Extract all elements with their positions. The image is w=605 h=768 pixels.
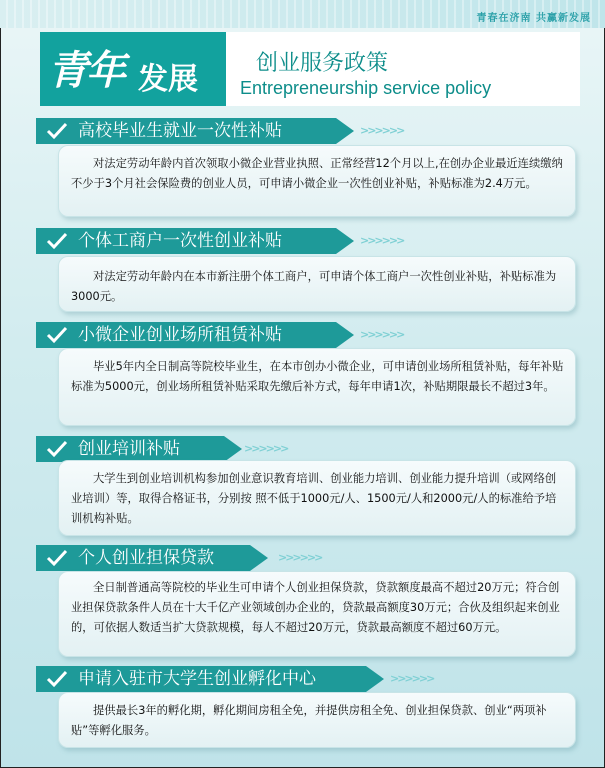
checkmark-icon bbox=[46, 325, 68, 345]
section-title-text: 个体工商户一次性创业补贴 bbox=[78, 231, 282, 251]
chevrons-decor: >>>>>> bbox=[360, 328, 404, 341]
section-body-1: 对法定劳动年龄内首次领取小微企业营业执照、正常经营12个月以上,在创办企业最近连续缴纳不少于3个月社会保险费的创业人员，可申请小微企业一次性创业补贴，补贴标准为2.4万元。 bbox=[58, 145, 576, 217]
checkmark-icon bbox=[46, 121, 68, 141]
section-title-text: 创业培训补贴 bbox=[78, 439, 180, 459]
section-body-3: 毕业5年内全日制高等院校毕业生，在本市创办小微企业，可申请创业场所租赁补贴，每年补贴标准为5000元，创业场所租赁补贴采取先缴后补方式，每年申请1次，补贴期限最长不超过3年。 bbox=[58, 348, 576, 426]
header-subtitle-cn: 创业服务政策 bbox=[256, 51, 389, 76]
chevrons-decor: >>>>>> bbox=[244, 442, 288, 455]
checkmark-icon bbox=[46, 548, 68, 568]
section-title-2 bbox=[36, 228, 336, 254]
chevrons-decor: >>>>>> bbox=[278, 551, 322, 564]
checkmark-icon bbox=[46, 439, 68, 459]
section-title-6 bbox=[36, 666, 366, 692]
section-title-text: 个人创业担保贷款 bbox=[78, 548, 214, 568]
section-body-5: 全日制普通高等院校的毕业生可申请个人创业担保贷款，贷款额度最高不超过20万元；符合创业担保贷款条件人员在十大千亿产业领域创办企业的，贷款最高额度30万元；合伙及组织起来创业的，可依据人数适当扩大贷款规模，每人不超过20万元，贷款最高额度不超过60万元。 bbox=[58, 571, 576, 657]
header-subtitle-en: Entrepreneurship service policy bbox=[240, 78, 492, 98]
chevrons-decor: >>>>>> bbox=[360, 234, 404, 247]
section-title-4 bbox=[36, 436, 224, 462]
checkmark-icon bbox=[46, 669, 68, 689]
chevrons-decor: >>>>>> bbox=[390, 672, 434, 685]
section-body-4: 大学生到创业培训机构参加创业意识教育培训、创业能力培训、创业能力提升培训（或网络创业培训）等，取得合格证书，分别按 照不低于1000元/人、1500元/人和2000元/人的标准给予培训机构补贴。 bbox=[58, 460, 576, 536]
section-title-3 bbox=[36, 322, 336, 348]
chevrons-decor: >>>>>> bbox=[360, 124, 404, 137]
header-title-a: 青年 bbox=[48, 47, 124, 94]
header-title-block bbox=[40, 32, 226, 106]
header-title-b: 发展 bbox=[138, 62, 198, 97]
section-title-text: 小微企业创业场所租赁补贴 bbox=[78, 325, 282, 345]
header-banner bbox=[40, 32, 580, 106]
section-title-1 bbox=[36, 118, 336, 144]
slogan: 青春在济南 共赢新发展 bbox=[476, 13, 591, 24]
section-title-text: 申请入驻市大学生创业孵化中心 bbox=[78, 669, 316, 689]
section-body-6: 提供最长3年的孵化期，孵化期间房租全免，并提供房租全免、创业担保贷款、创业“两项补贴”等孵化服务。 bbox=[58, 692, 576, 748]
section-body-2: 对法定劳动年龄内在本市新注册个体工商户，可申请个体工商户一次性创业补贴，补贴标准为3000元。 bbox=[58, 256, 576, 312]
checkmark-icon bbox=[46, 231, 68, 251]
section-title-5 bbox=[36, 545, 250, 571]
section-title-text: 高校毕业生就业一次性补贴 bbox=[78, 121, 282, 141]
